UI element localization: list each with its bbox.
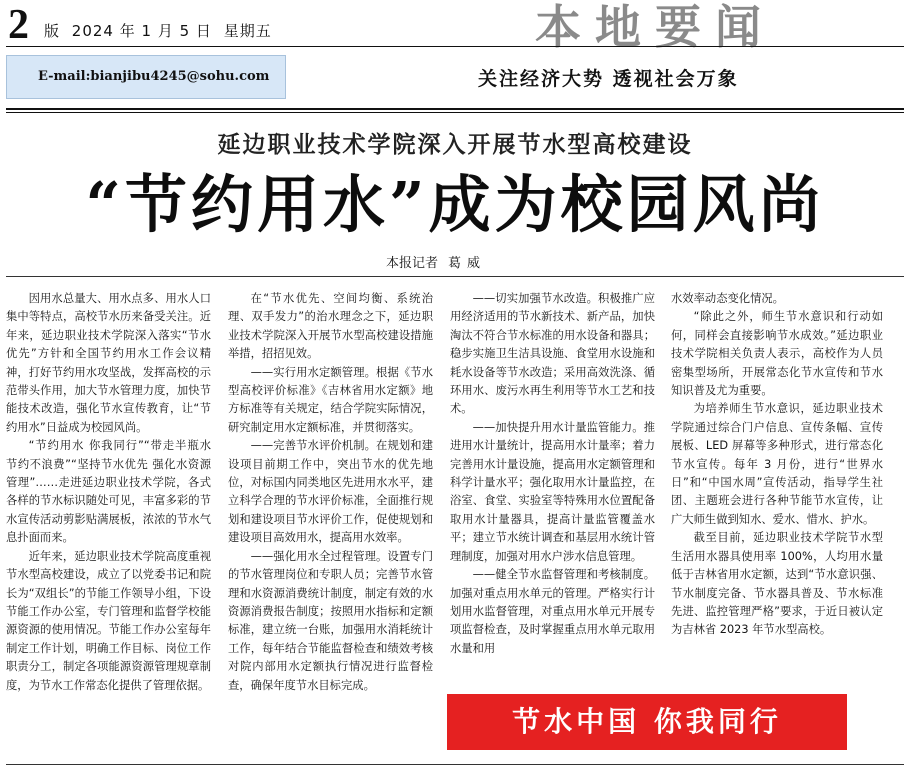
article-column-3 [450,290,655,658]
header-rule [6,46,904,47]
byline-label: 本报记者 [386,256,439,271]
article-column-1 [6,290,211,695]
header-thin-rule [6,112,904,113]
page-number: 2 [8,2,29,48]
paragraph: “除此之外，师生节水意识和行动如何，同样会直接影响节水成效。”延边职业技术学院相关负责人表示，高校作为人员密集型场所，开展常态化节水宣传和节水知识普及尤为重要。 [671,310,883,398]
paragraph: 为培养师生节水意识，延边职业技术学院通过综合门户信息、宣传条幅、宣传展板、LED 屏幕等多种形式，进行常态化节水宣传。每年 3 月份，进行“世界水日”和“中国水周”宣传活动，指导学生社团、主题班会进行各种节能节水宣传，让广大师生做到知水、爱水、惜水、护水。 [671,402,883,526]
paragraph: 截至目前，延边职业技术学院节水型生活用水器具使用率 100%，人均用水量低于吉林省用水定额，达到“节水意识强、节水制度完备、节水器具普及、节水标准先进、监控管理严格”要求，于近日被认定为吉林省 2023 年节水型高校。 [671,531,883,637]
paragraph: 近年来，延边职业技术学院高度重视节水型高校建设，成立了以党委书记和院长为“双组长”的节能工作领导小组，下设节能工作办公室，专门管理和监督学校能源资源的使用情况。节能工作办公室每年制定工作计划，明确工作目标、岗位工作职责分工，制定各项能源资源管理规章制度，为节水工作常态化提供了管理依据。 [6,549,211,692]
paragraph: ——实行用水定额管理。根据《节水型高校评价标准》《吉林省用水定额》地方标准等有关规定，结合学院实际情况，研究制定用水定额标准，并贯彻落实。 [228,365,433,434]
article-column-4 [671,290,883,640]
issue-date: 2024 年 1 月 5 日 [71,22,212,40]
footer-rule [6,764,904,765]
article-subtitle: 延边职业技术学院深入开展节水型高校建设 [217,132,693,158]
reporter-name: 葛威 [448,256,487,271]
section-title: 本地要闻 [535,0,775,54]
contact-email: E-mail:bianjibu4245@sohu.com [38,69,270,84]
edition-label: 版 [44,22,61,40]
paragraph: 因用水总量大、用水点多、用水人口集中等特点，高校节水历来备受关注。近年来，延边职业技术学院深入落实“节水优先”方针和全国节约用水工作会议精神，打好节约用水攻坚战，发挥高校的示范带头作用，加大节水管理力度，加快节能技术改造，强化节水宣传教育，让“节约用水”日益成为校园风尚。 [6,292,211,434]
edition-info [44,20,278,41]
paragraph: 水效率动态变化情况。 [671,292,784,305]
byline [386,252,486,271]
article-column-2 [228,290,433,695]
byline-rule [6,276,904,277]
paragraph: ——健全节水监督管理和考核制度。加强对重点用水单元的管理。严格实行计划用水监督管理，对重点用水单元开展专项监督检查，及时掌握重点用水单元取用水量和用 [450,568,655,655]
paragraph: 在“节水优先、空间均衡、系统治理、双手发力”的治水理念之下，延边职业技术学院深入开展节水型高校建设措施举措，招招见效。 [228,292,433,361]
paragraph: ——切实加强节水改造。积极推广应用经济适用的节水新技术、新产品，加快淘汰不符合节水标准的用水设备和器具；稳步实施卫生洁具设施、食堂用水设施和耗水设备等节水改造；采用高效洗涤、循环用水、废污水再生利用等节水工艺和技术。 [450,292,655,416]
slogan-banner: 节水中国 你我同行 [447,694,847,750]
article-headline: “节约用水”成为校园风尚 [85,168,825,241]
paragraph: ——加快提升用水计量监管能力。推进用水计量统计，提高用水计量率；着力完善用水计量设施，提高用水定额管理和科学计量水平；强化取用水计量监控，在浴室、食堂、实验室等特殊用水位置配备取用水计量器具，提高计量监管覆盖水平；建立节水统计调查和基层用水统计管理制度，加强对用水户涉水信息管理。 [450,420,655,563]
header-thick-rule [6,108,904,110]
issue-weekday: 星期五 [223,22,272,40]
paragraph: “节约用水 你我同行”“带走半瓶水 节约不浪费”“坚持节水优先 强化水资源管理”……走进延边职业技术学院，各式各样的节水标识随处可见，丰富多彩的节水宣传活动剪影贴满展板，浓浓的节水气息扑面而来。 [6,439,211,545]
header-slogan: 关注经济大势 透视社会万象 [478,68,739,90]
paragraph: ——完善节水评价机制。在规划和建设项目前期工作中，突出节水的优先地位，对标国内同类地区先进用水水平，建立科学合理的节水评价标准，全面推行规划和建设项目节水评价工作，促使规划和建设项目高效用水，提高用水效率。 [228,439,433,545]
paragraph: ——强化用水全过程管理。设置专门的节水管理岗位和专职人员；完善节水管理和水资源消费统计制度，制定有效的水资源消费报告制度；按照用水指标和定额标准，建立统一台账，加强用水消耗统计工作，每年结合节能监督检查和绩效考核对院内部用水定额执行情况进行监督检查，确保年度节水目标完成。 [228,549,433,692]
